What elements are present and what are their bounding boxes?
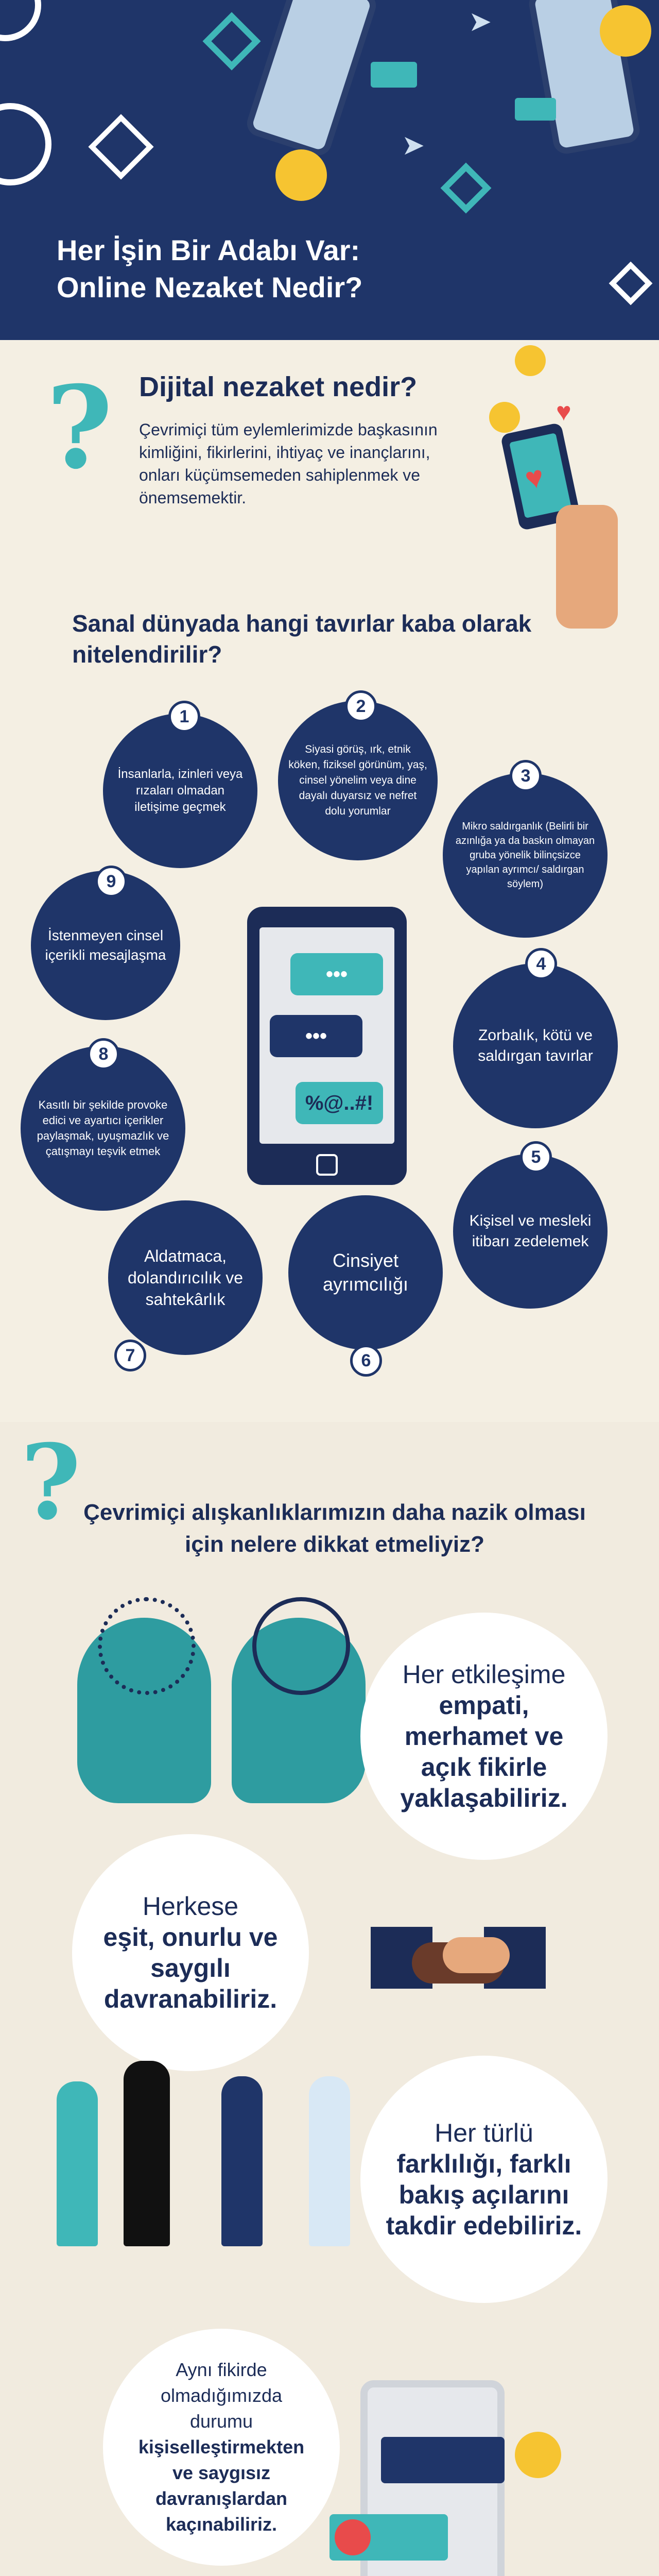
tangled-thoughts-icon bbox=[98, 1597, 196, 1695]
page-title bbox=[57, 232, 362, 306]
tip-text: Herkese eşit, onurlu ve saygılı davranabiliriz. bbox=[103, 1892, 278, 2013]
definition-card bbox=[139, 371, 458, 509]
behavior-number-badge: 7 bbox=[114, 1340, 146, 1371]
calm-thoughts-icon bbox=[252, 1597, 350, 1695]
sad-emoji-icon bbox=[515, 2432, 561, 2478]
smiley-emoji-icon bbox=[600, 5, 651, 57]
chat-bubble-icon bbox=[371, 62, 417, 88]
heart-icon: ♥ bbox=[522, 459, 547, 497]
phone-illustration bbox=[247, 907, 407, 1185]
hero-banner bbox=[0, 0, 659, 340]
rude-behaviors-title: Sanal dünyada hangi tavırlar kaba olarak nitelendirilir? bbox=[72, 610, 532, 668]
home-button-icon bbox=[316, 1154, 338, 1176]
behavior-bubble-6 bbox=[288, 1195, 443, 1350]
behavior-text: İnsanlarla, izinleri veya rızaları olmadan iletişime geçmek bbox=[117, 767, 243, 814]
behavior-text: Kişisel ve mesleki itibarı zedelemek bbox=[469, 1212, 592, 1250]
behavior-bubble-5 bbox=[453, 1154, 608, 1309]
tip-text: Aynı fikirde olmadığımızda durumu kişiselleştirmekten ve saygısız davranışlardan kaçınabiliriz. bbox=[138, 2359, 305, 2535]
behavior-text: Kasıtlı bir şekilde provoke edici ve ayartıcı içerikler paylaşmak, uyuşmazlık ve çatışmayı teşvik etmek bbox=[37, 1098, 169, 1158]
behavior-number-badge: 1 bbox=[168, 701, 200, 733]
chat-bubble-icon: ••• bbox=[290, 953, 383, 995]
phone-illustration bbox=[244, 0, 379, 159]
definition-section bbox=[0, 340, 659, 629]
paper-plane-icon: ➤ bbox=[402, 130, 425, 161]
behavior-bubble-7 bbox=[108, 1200, 263, 1355]
behavior-number-badge: 8 bbox=[88, 1038, 119, 1070]
behavior-number-badge: 3 bbox=[510, 760, 542, 792]
behavior-number-badge: 5 bbox=[520, 1141, 552, 1173]
person-illustration bbox=[57, 2081, 98, 2246]
chat-bubble-icon bbox=[515, 98, 556, 121]
arm-illustration bbox=[556, 505, 618, 629]
smiley-emoji-icon bbox=[275, 149, 327, 201]
definition-text: Çevrimiçi tüm eylemlerimizde başkasının kimliğini, fikirlerini, ihtiyaç ve inançlarını, onları küçümsemeden sahiplenmek ve önemsemektir. bbox=[139, 420, 438, 507]
tip-circle-4 bbox=[103, 2329, 340, 2566]
chat-bubble-icon bbox=[381, 2437, 505, 2483]
tip-circle-2 bbox=[72, 1834, 309, 2071]
title-line-1: Her İşin Bir Adabı Var: bbox=[57, 234, 360, 266]
handshake-icon bbox=[371, 1917, 546, 2004]
heart-icon: ♥ bbox=[556, 397, 571, 426]
behavior-number-badge: 9 bbox=[95, 866, 127, 897]
angry-emoji-icon bbox=[335, 2519, 371, 2555]
person-illustration bbox=[124, 2061, 170, 2246]
behavior-text: Zorbalık, kötü ve saldırgan tavırlar bbox=[478, 1027, 593, 1064]
diamond-decoration bbox=[88, 114, 153, 179]
tip-text: Her etkileşime empati, merhamet ve açık fikirle yaklaşabiliriz. bbox=[400, 1660, 568, 1812]
question-mark-icon: ? bbox=[46, 361, 113, 494]
chat-bubble-icon: ••• bbox=[270, 1015, 362, 1057]
tip-circle-1 bbox=[360, 1613, 608, 1860]
tips-title: Çevrimiçi alışkanlıklarımızın daha nazik olması için nelere dikkat etmeliyiz? bbox=[83, 1500, 586, 1557]
behavior-bubble-1 bbox=[103, 714, 257, 868]
triangle-decoration bbox=[441, 163, 492, 214]
person-illustration bbox=[309, 2076, 350, 2246]
behavior-text: İstenmeyen cinsel içerikli mesajlaşma bbox=[45, 927, 166, 963]
ring-decoration bbox=[0, 103, 51, 185]
behavior-bubble-3 bbox=[443, 773, 608, 938]
person-illustration bbox=[221, 2076, 263, 2246]
ring-decoration bbox=[0, 0, 41, 41]
angry-chat-bubble: %@..#! bbox=[296, 1082, 383, 1124]
diamond-decoration bbox=[609, 262, 653, 306]
phone-screen bbox=[259, 927, 394, 1144]
behavior-number-badge: 6 bbox=[350, 1345, 382, 1377]
behavior-bubble-2 bbox=[278, 701, 438, 860]
tip-text: Her türlü farklılığı, farklı bakış açılarını takdir edebiliriz. bbox=[386, 2119, 582, 2240]
definition-title: Dijital nezaket nedir? bbox=[139, 371, 418, 402]
behavior-text: Mikro saldırganlık (Belirli bir azınlığa ya da baskın olmayan gruba yönelik bilinçsizce yapılan ayrımcı/ saldırgan söylem) bbox=[455, 821, 595, 890]
behavior-text: Cinsiyet ayrımcılığı bbox=[322, 1250, 409, 1295]
behavior-bubble-8 bbox=[21, 1046, 185, 1211]
behavior-text: Aldatmaca, dolandırıcılık ve sahtekârlık bbox=[127, 1247, 244, 1309]
behavior-text: Siyasi görüş, ırk, etnik köken, fiziksel görünüm, yaş, cinsel yönelim veya dine dayalı duyarsız ve nefret dolu yorumlar bbox=[288, 743, 427, 817]
title-line-2: Online Nezaket Nedir? bbox=[57, 271, 363, 303]
question-mark-icon: ? bbox=[21, 1422, 81, 1543]
smiley-emoji-icon bbox=[489, 402, 520, 433]
behavior-number-badge: 2 bbox=[345, 690, 377, 722]
paper-plane-icon: ➤ bbox=[469, 6, 492, 37]
behavior-number-badge: 4 bbox=[525, 948, 557, 980]
behavior-bubble-4 bbox=[453, 963, 618, 1128]
triangle-decoration bbox=[202, 12, 261, 70]
tip-circle-3 bbox=[360, 2056, 608, 2303]
smiley-emoji-icon bbox=[515, 345, 546, 376]
